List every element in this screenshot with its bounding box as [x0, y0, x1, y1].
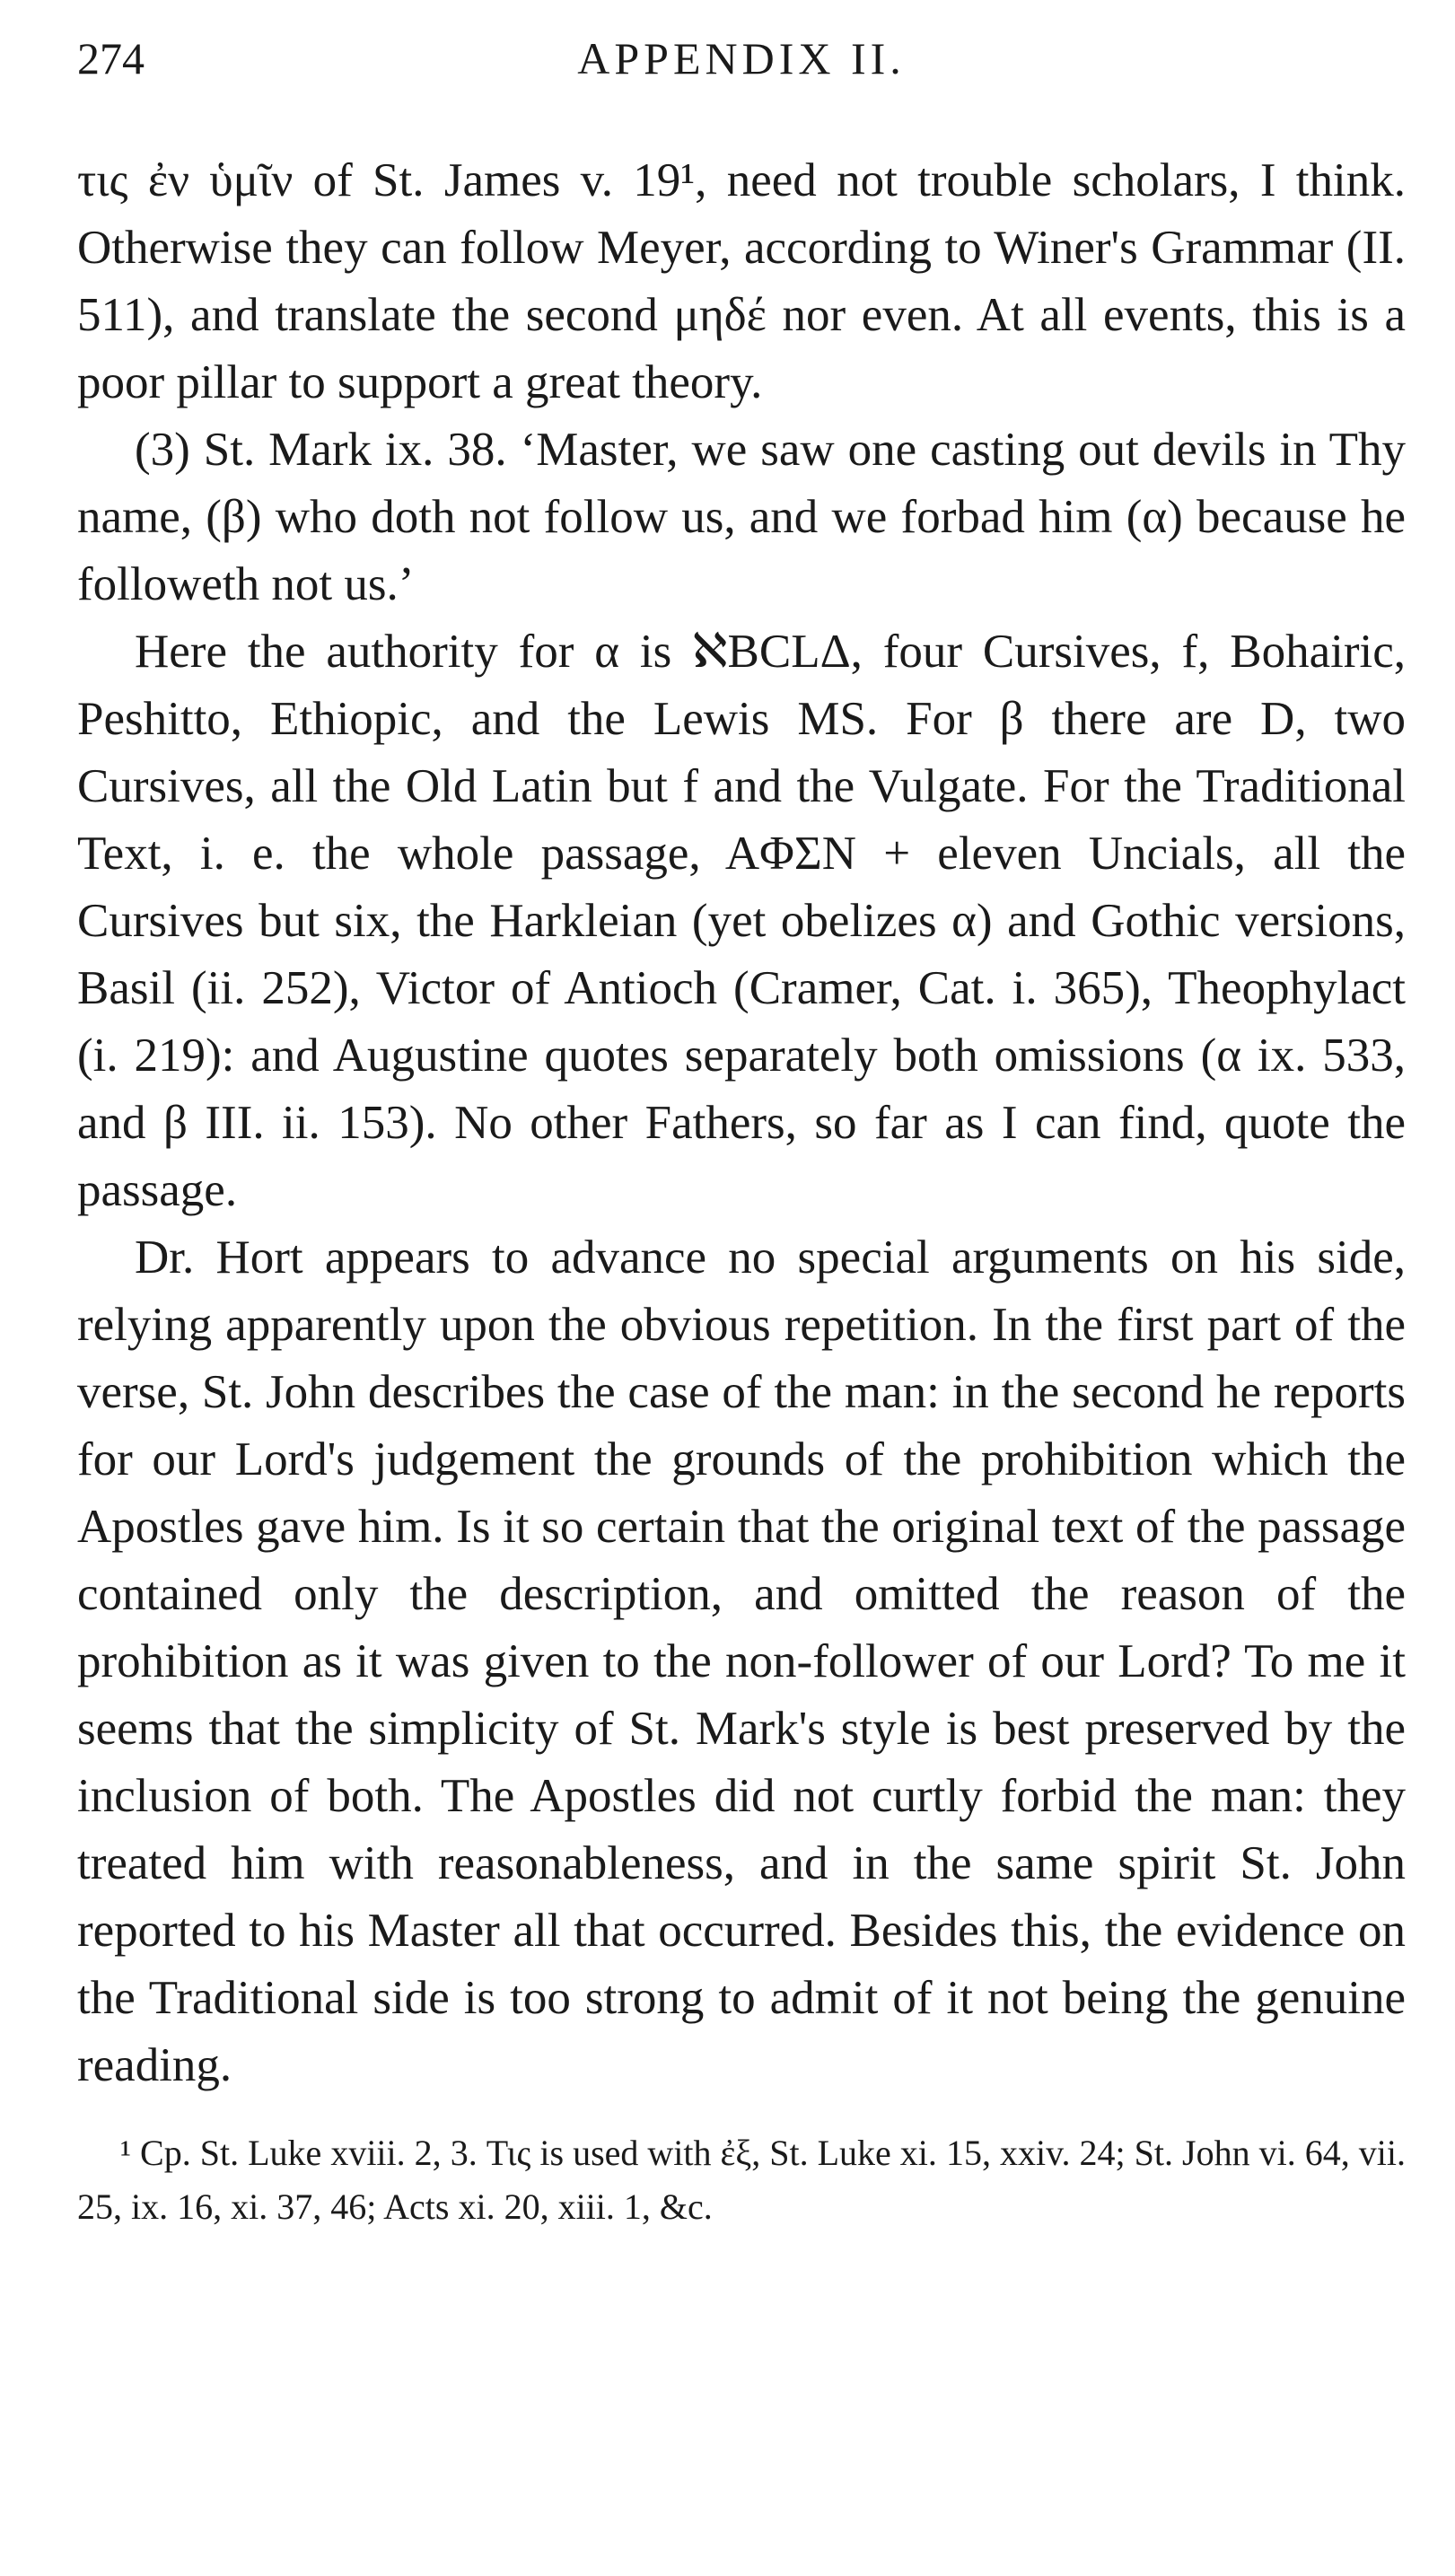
footnotes: [77, 2126, 1406, 2234]
body-text: [77, 147, 1406, 2099]
page-header: [77, 32, 1406, 104]
page: [77, 32, 1406, 2234]
footnote-separator: [77, 2099, 1406, 2126]
paragraph-hort-argument: Dr. Hort appears to advance no special arguments on his side, relying apparently upon the obvious repetition. In the first part of the verse, St. John describes the case of the man: in the second he reports for our Lord's judgement the grounds of the prohibition which the Apostles gave him. Is it so certain that the original text of the passage contained only the description, and omitted the reason of the prohibition as it was given to the non-follower of our Lord? To me it seems that the simplicity of St. Mark's style is best preserved by the inclusion of both. The Apostles did not curtly forbid the man: they treated him with reasonableness, and in the same spirit St. John reported to his Master all that occurred. Besides this, the evidence on the Traditional side is too strong to admit of it not being the genuine reading.: [77, 1231, 1406, 2091]
paragraph-authority: Here the authority for α is ℵBCLΔ, four Cursives, f, Bohairic, Peshitto, Ethiopic, and the Lewis MS. For β there are D, two Cursives, all the Old Latin but f and the Vulgate. For the Traditional Text, i. e. the whole passage, AΦΣN + eleven Uncials, all the Cursives but six, the Harkleian (yet obelizes α) and Gothic versions, Basil (ii. 252), Victor of Antioch (Cramer, Cat. i. 365), Theophylact (i. 219): and Augustine quotes separately both omissions (α ix. 533, and β III. ii. 153). No other Fathers, so far as I can find, quote the passage.: [77, 626, 1406, 1216]
paragraph-continuation: τις ἐν ὑμῖν of St. James v. 19¹, need not trouble scholars, I think. Otherwise they can follow Meyer, according to Winer's Grammar (II. 511), and translate the second μηδέ nor even. At all events, this is a poor pillar to support a great theory.: [77, 154, 1406, 408]
running-head: APPENDIX II.: [577, 33, 906, 83]
footnote-1: ¹ Cp. St. Luke xviii. 2, 3. Τις is used with ἐξ, St. Luke xi. 15, xxiv. 24; St. John vi. 64, vii. 25, ix. 16, xi. 37, 46; Acts xi. 20, xiii. 1, &c.: [77, 2133, 1406, 2227]
paragraph-mark-ix-38: (3) St. Mark ix. 38. ‘Master, we saw one casting out devils in Thy name, (β) who doth not follow us, and we forbad him (α) because he followeth not us.’: [77, 424, 1406, 610]
page-number: 274: [77, 33, 145, 83]
